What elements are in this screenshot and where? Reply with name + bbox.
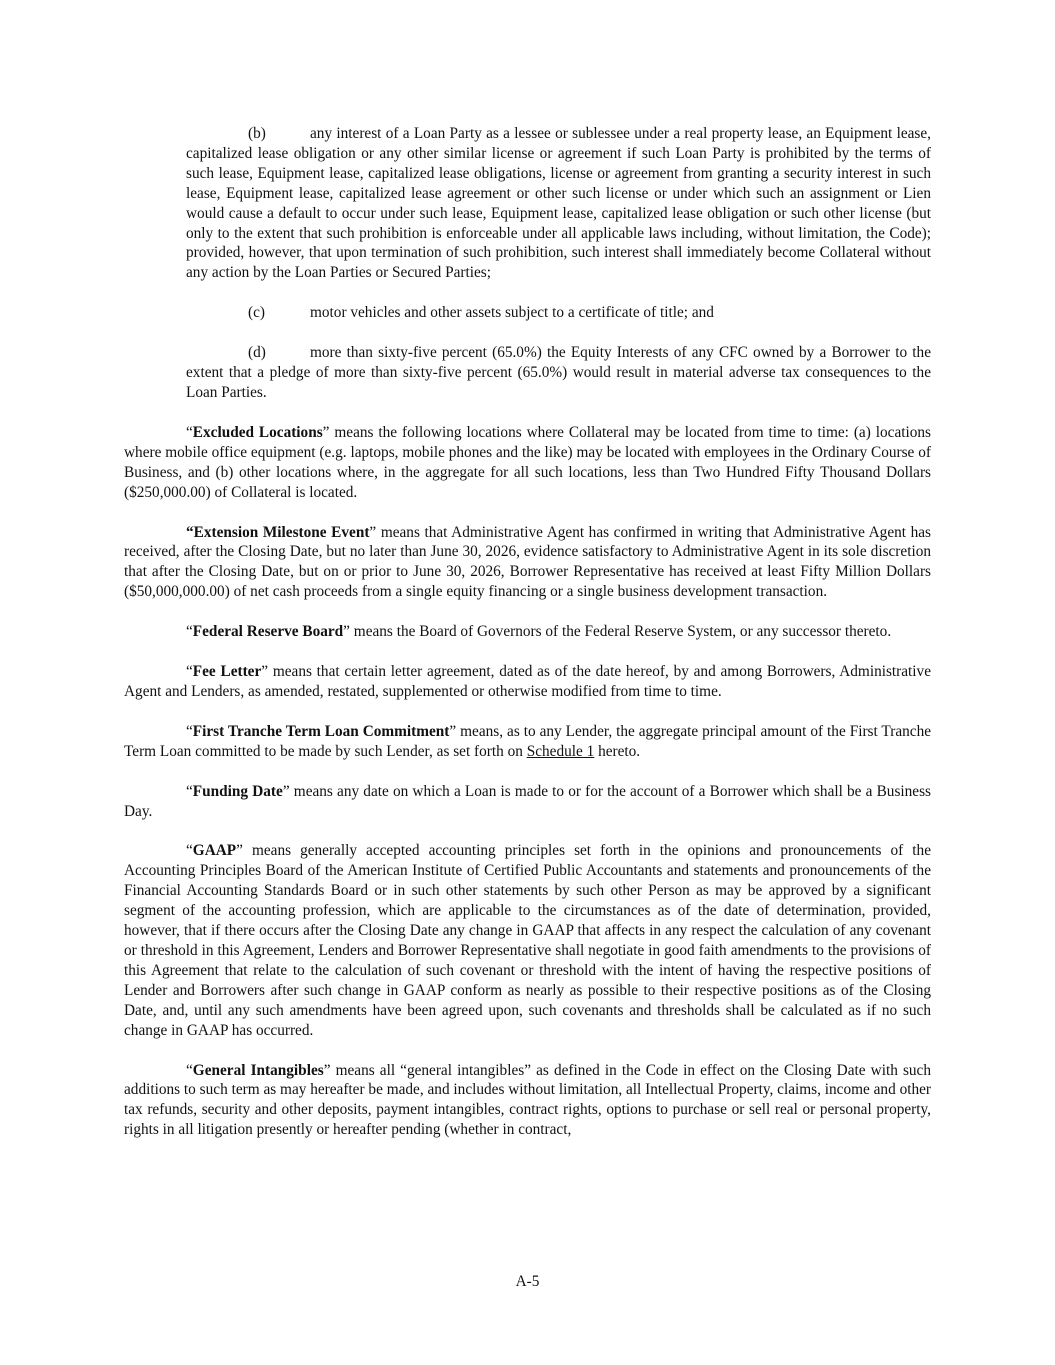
defined-term: Federal Reserve Board [192, 623, 344, 641]
defined-term: General Intangibles [192, 1061, 324, 1079]
defined-term: Extension Milestone Event [193, 523, 370, 541]
schedule-reference: Schedule 1 [526, 742, 595, 760]
definition-text-end: hereto. [594, 742, 641, 760]
definition-general-intangibles [124, 1061, 931, 1141]
definition-fee-letter [124, 662, 931, 702]
close-quote: ” [282, 782, 290, 800]
close-quote: ” [323, 1061, 331, 1079]
item-label: (b) [248, 125, 266, 142]
defined-term: First Tranche Term Loan Commitment [192, 722, 450, 740]
page-number: A-5 [515, 1273, 540, 1290]
list-item [186, 124, 931, 283]
defined-term: Fee Letter [192, 663, 262, 681]
definition-text: means that certain letter agreement, dated as of the date hereof, by and among Borrowers, Administrative Agent and Lenders, as amended, restated, supplemented or otherwise modified from time to time. [124, 663, 931, 700]
definition-text: means that Administrative Agent has confirmed in writing that Administrative Agent has received, after the Closing Date, but no later than June 30, 2026, evidence satisfactory to Administrative Agent in its sole discretion that after the Closing Date, but on or prior to June 30, 2026, Borrower Representative has received at least Fifty Million Dollars ($50,000,000.00) of net cash proceeds from a single equity financing or a single business development transaction. [124, 523, 931, 601]
close-quote: ” [236, 842, 243, 860]
definition-funding-date [124, 782, 931, 822]
open-quote: “ [186, 782, 193, 800]
defined-term: Funding Date [192, 782, 283, 800]
close-quote: ” [369, 523, 377, 541]
list-item [186, 303, 931, 323]
open-quote: “ [186, 623, 193, 641]
open-quote: “ [186, 842, 193, 860]
definition-text: means all “general intangibles” as defined in the Code in effect on the Closing Date with such additions to such term as may hereafter be made, and includes without limitation, all Intellectual Property, claims, income and other tax refunds, security and other deposits, payment intangibles, contract rights, options to purchase or sell real or personal property, rights in all litigation presently or hereafter pending (whether in contract, [124, 1061, 931, 1139]
defined-term: Excluded Locations [192, 423, 323, 441]
document-body [124, 124, 931, 1160]
definition-excluded-locations [124, 423, 931, 503]
open-quote: “ [186, 722, 193, 740]
definition-extension-milestone-event [124, 523, 931, 603]
item-text: any interest of a Loan Party as a lessee or sublessee under a real property lease, an Equipment lease, capitalized lease obligation or any other similar license or agreement if such Loan Party is prohibited by the terms of such lease, Equipment lease, capitalized lease obligations, license or agreement from granting a security interest in such lease, Equipment lease, capitalized lease agreement or other such license or under which such an assignment or Lien would cause a default to occur under such lease, Equipment lease, capitalized lease obligation or such other license (but only to the extent that such prohibition is enforceable under all applicable laws including, without limitation, the Code); provided, however, that upon termination of such prohibition, such interest shall immediately become Collateral without any action by the Loan Parties or Secured Parties; [186, 125, 931, 282]
definition-gaap [124, 841, 931, 1040]
close-quote: ” [322, 423, 330, 441]
definition-text: means any date on which a Loan is made to or for the account of a Borrower which shall be a Business Day. [124, 782, 931, 820]
definition-text: means the following locations where Collateral may be located from time to time: (a) locations where mobile office equipment (e.g. laptops, mobile phones and the like) may be located with employees in the Ordinary Course of Business, and (b) other locations where, in the aggregate for all such locations, less than Two Hundred Fifty Thousand Dollars ($250,000.00) of Collateral is located. [124, 423, 931, 501]
close-quote: ” [449, 722, 457, 740]
definition-text: means the Board of Governors of the Federal Reserve System, or any successor thereto. [349, 623, 892, 641]
definition-federal-reserve-board [124, 622, 931, 642]
item-label: (d) [248, 344, 266, 362]
close-quote: ” [261, 663, 269, 681]
definition-text: means, as to any Lender, the aggregate principal amount of the First Tranche Term Loan committed to be made by such Lender, as set forth on [124, 722, 932, 760]
item-label: (c) [248, 304, 265, 322]
list-item [186, 343, 931, 403]
close-quote: ” [343, 623, 350, 641]
open-quote: “ [186, 1061, 193, 1079]
item-text: motor vehicles and other assets subject to a certificate of title; and [310, 304, 714, 322]
open-quote: “ [186, 423, 193, 441]
open-quote: “ [186, 663, 193, 681]
definition-text: means generally accepted accounting principles set forth in the opinions and pronouncements of the Accounting Principles Board of the American Institute of Certified Public Accountants and statements and pronouncements of the Financial Accounting Standards Board or in such other statements by such other Person as may be approved by a significant segment of the accounting profession, which are applicable to the circumstances as of the date of determination, provided, however, that if there occurs after the Closing Date any change in GAAP that affects in any respect the calculation of any covenant or threshold in this Agreement, Lenders and Borrower Representative shall negotiate in good faith amendments to the provisions of this Agreement that relate to the calculation of such covenant or threshold with the intent of having the respective positions of Lender and Borrowers after such change in GAAP conform as nearly as possible to their respective positions as of the Closing Date, and, until any such amendments have been agreed upon, such covenants and thresholds shall be calculated as if no such change in GAAP has occurred. [124, 842, 931, 1039]
item-text: more than sixty-five percent (65.0%) the Equity Interests of any CFC owned by a Borrower to the extent that a pledge of more than sixty-five percent (65.0%) would result in material adverse tax consequences to the Loan Parties. [186, 344, 931, 401]
open-quote: “ [186, 523, 194, 541]
definition-first-tranche-term-loan-commitment [124, 722, 931, 762]
defined-term: GAAP [192, 842, 237, 860]
